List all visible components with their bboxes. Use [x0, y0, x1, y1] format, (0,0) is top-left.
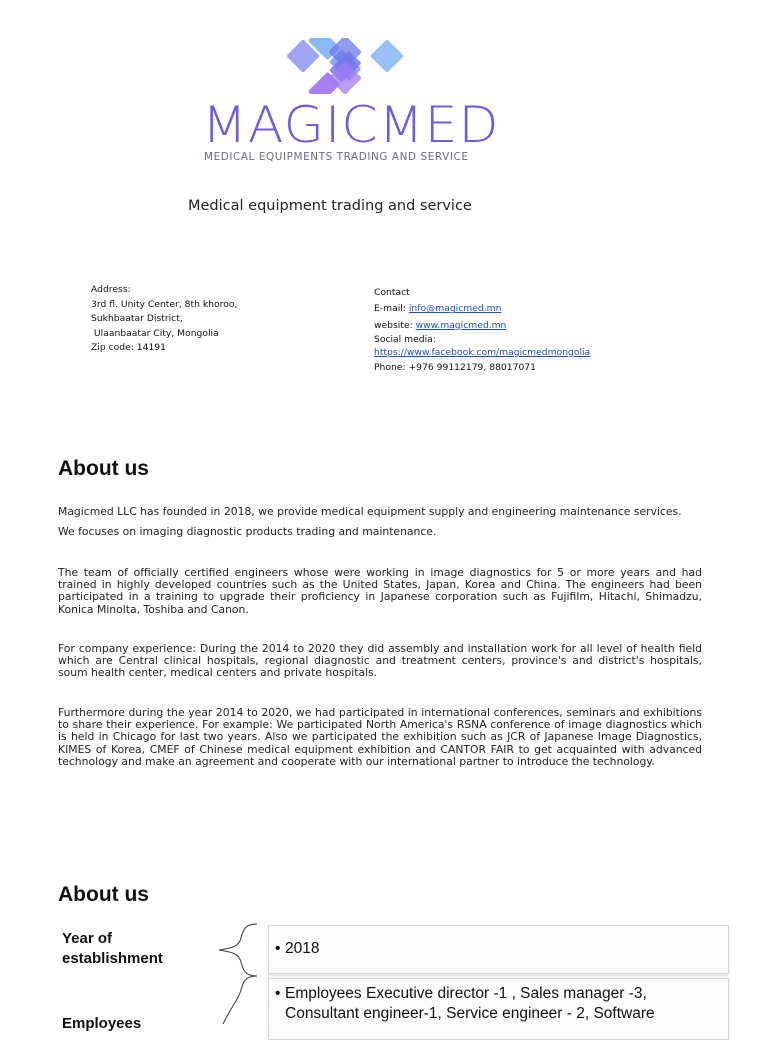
- about-experience-paragraph: For company experience: During the 2014 to 2020 they did assembly and installation work for all level of health field which are Central clinical hospitals, regional diagnostic and treatment centers, province's and district's hospitals, soum health center, medical centers and private hospitals.: [58, 642, 702, 680]
- phone-text: Phone: +976 99112179, 88017071: [374, 361, 536, 373]
- website-link[interactable]: www.magicmed.mn: [415, 319, 507, 331]
- address-line-2: Sukhbaatar District,: [91, 313, 183, 324]
- about-conferences-paragraph: Furthermore during the year 2014 to 2020, we had participated in international conferences, seminars and exhibitions to share their experience. For example: We participated North America's RSNA conference of image diagnostics which is held in Chicago for last two years. Also we participated the exhibition such as JCR of Japanese Image Diagnostics, KIMES of Korea, CMEF of Chinese medical equipment exhibition and CANTOR FAIR to get acquainted with advanced technology and make an agreement and cooperate with our international partner to introduce the technology.: [58, 706, 702, 768]
- bullet: •: [275, 985, 281, 1002]
- left-brace-icon: [215, 922, 259, 978]
- website-label: website:: [374, 319, 416, 331]
- employees-content: [275, 984, 655, 1024]
- year-value-row: [275, 939, 319, 959]
- year-of-establishment-box: [268, 925, 729, 974]
- contact-heading: Contact: [374, 287, 410, 298]
- address-line-1: 3rd fl. Unity Center, 8th khoroo,: [91, 298, 238, 310]
- email-row: [374, 301, 590, 317]
- about-intro: [58, 502, 702, 542]
- about-intro-line-2: We focuses on imaging diagnostic products trading and maintenance.: [58, 525, 437, 538]
- address-block: [91, 283, 237, 356]
- employees-label: Employees: [62, 1015, 142, 1032]
- magicmed-x-logo-icon: [287, 38, 405, 94]
- address-heading: Address:: [91, 284, 131, 295]
- about-us-heading: About us: [58, 457, 149, 480]
- website-row: [374, 318, 590, 334]
- address-line-3: Ulaanbaatar City, Mongolia: [91, 327, 219, 339]
- address-zip: Zip code: 14191: [91, 342, 166, 353]
- about-team-paragraph: The team of officially certified engineers whose were working in image diagnostics for 5 or more years and had trained in highly developed countries such as the United States, Japan, Korea and China. The engineers had been participated in a training to upgrade their proficiency in Japanese corporation such as Fujifilm, Hitachi, Shimadzu, Konica Minolta, Toshiba and Canon.: [58, 566, 702, 616]
- email-label: E-mail:: [374, 303, 409, 315]
- bullet: •: [275, 940, 281, 957]
- logo-tagline: MEDICAL EQUIPMENTS TRADING AND SERVICE: [204, 151, 469, 163]
- employees-line-2: Consultant engineer-1, Service engineer - 2, Software: [285, 1005, 655, 1022]
- year-of-establishment-label: [62, 929, 163, 969]
- employees-box: [268, 978, 729, 1040]
- social-label: Social media:: [374, 333, 436, 345]
- contact-block: [374, 285, 590, 376]
- page-subtitle: Medical equipment trading and service: [188, 198, 472, 214]
- year-label-line-2: establishment: [62, 950, 163, 967]
- facebook-link[interactable]: https://www.facebook.com/magicmedmongolia: [374, 346, 591, 358]
- left-brace-icon: [215, 974, 259, 1030]
- year-value: 2018: [285, 940, 320, 957]
- about-intro-line-1: Magicmed LLC has founded in 2018, we provide medical equipment supply and engineering maintenance services.: [58, 505, 682, 518]
- employees-line-1-text: Employees Executive director -1 , Sales manager -3,: [285, 985, 647, 1002]
- email-link[interactable]: info@magicmed.mn: [408, 303, 502, 315]
- logo-wordmark: MAGICMED: [202, 96, 500, 154]
- about-us-heading-2: About us: [58, 883, 149, 906]
- year-label-line-1: Year of: [62, 930, 113, 947]
- employees-line-1: [275, 984, 655, 1004]
- social-row: [374, 346, 590, 360]
